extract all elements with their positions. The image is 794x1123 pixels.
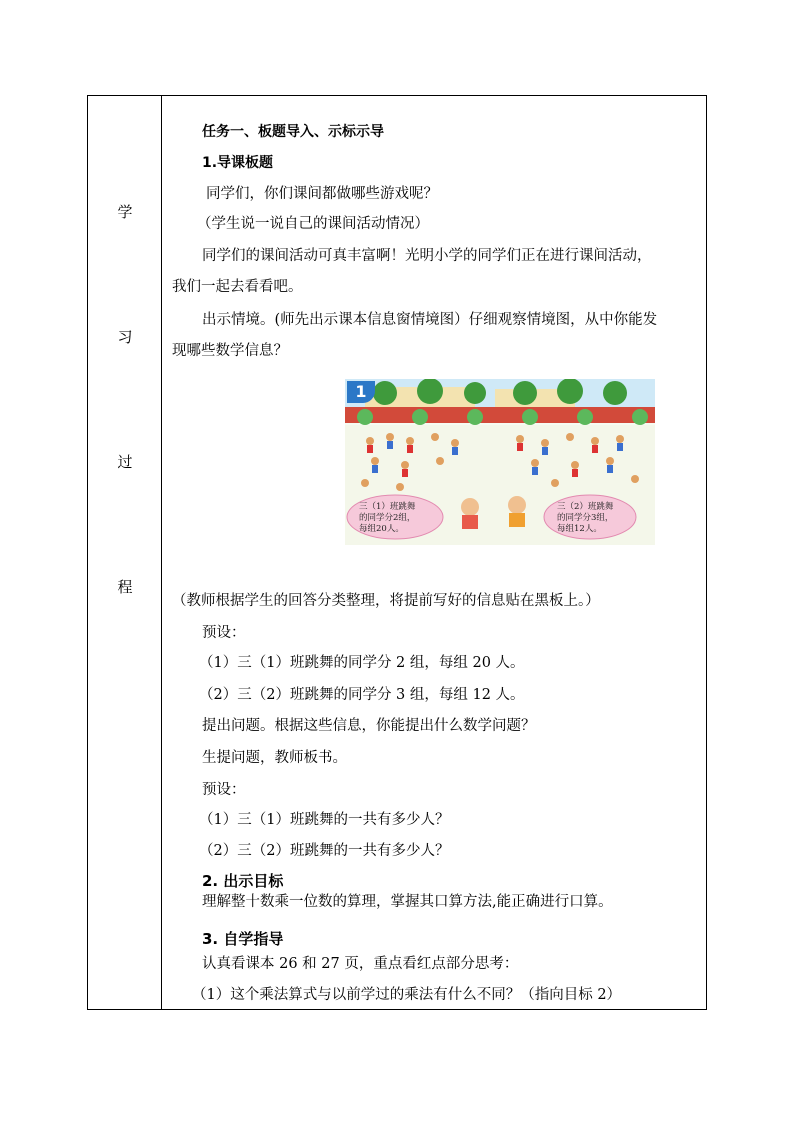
bubble-right-line: 的同学分3组， (557, 513, 614, 523)
section-title: 3. 自学指导 (202, 930, 284, 948)
playground-scene (345, 379, 655, 545)
row-header-char: 程 (117, 578, 133, 596)
paragraph: 提出问题。根据这些信息，你能提出什么数学问题？ (202, 718, 536, 734)
paragraph: （教师根据学生的回答分类整理，将提前写好的信息贴在黑板上。） (172, 593, 600, 609)
preset-item: （2）三（2）班跳舞的同学分 3 组，每组 12 人。 (199, 687, 525, 703)
paragraph: 同学们，你们课间都做哪些游戏呢？ (206, 186, 438, 202)
row-header-char: 过 (117, 453, 133, 471)
paragraph: 出示情境。(师先出示课本信息窗情境图）仔细观察情境图，从中你能发 (202, 312, 658, 328)
row-header-char: 习 (117, 328, 133, 346)
preset-item: （1）三（1）班跳舞的一共有多少人？ (199, 812, 450, 828)
preset-item: （1）三（1）班跳舞的同学分 2 组，每组 20 人。 (199, 655, 525, 671)
preset-item: （2）三（2）班跳舞的一共有多少人？ (199, 843, 450, 859)
preset-label: 预设： (202, 625, 246, 641)
section-title: 1.导课板题 (202, 155, 274, 171)
bubble-left-line: 每组20人。 (359, 524, 404, 534)
bubble-left-line: 三（1）班跳舞 (359, 502, 416, 512)
paragraph: （学生说一说自己的课间活动情况） (197, 216, 429, 232)
guide-item: （1）这个乘法算式与以前学过的乘法有什么不同？（指向目标 2） (192, 987, 622, 1003)
bubble-right-line: 每组12人。 (557, 524, 602, 534)
guide-text: 认真看课本 26 和 27 页，重点看红点部分思考： (202, 956, 519, 972)
task-title: 任务一、板题导入、示标示导 (202, 124, 384, 140)
bubble-left-line: 的同学分2组， (359, 513, 416, 523)
goal-text: 理解整十数乘一位数的算理，掌握其口算方法,能正确进行口算。 (202, 894, 613, 910)
lesson-table (87, 95, 707, 1010)
paragraph: 生提问题，教师板书。 (202, 750, 347, 766)
info-window-badge: 1 (347, 381, 375, 403)
content-cell (162, 96, 706, 1009)
preset-label: 预设： (202, 782, 246, 798)
bubble-right-line: 三（2）班跳舞 (557, 502, 614, 512)
paragraph: 同学们的课间活动可真丰富啊！光明小学的同学们正在进行课间活动， (202, 248, 652, 264)
scene-illustration (345, 379, 655, 545)
row-header-char: 学 (117, 203, 133, 221)
row-header-cell (88, 96, 162, 1009)
section-title: 2. 出示目标 (202, 872, 284, 890)
paragraph: 现哪些数学信息？ (172, 343, 288, 359)
paragraph: 我们一起去看看吧。 (172, 279, 303, 295)
